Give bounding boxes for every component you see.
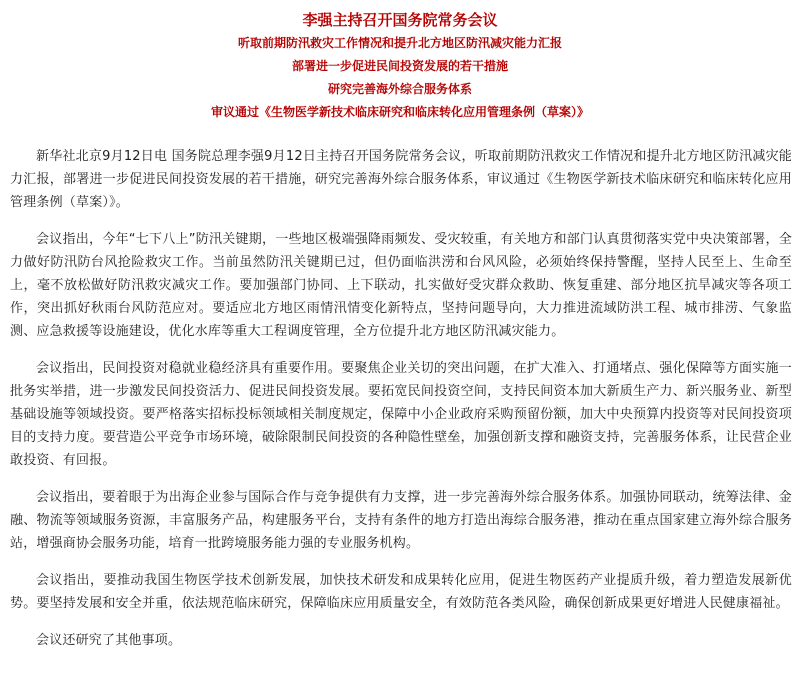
subtitle-overseas-service: 研究完善海外综合服务体系 <box>327 82 472 96</box>
article-body <box>10 145 792 652</box>
paragraph-overseas-service: 会议指出，要着眼于为出海企业参与国际合作与竞争提供有力支撑，进一步完善海外综合服务体系。加强协同联动，统筹法律、金融、物流等领域服务资源，丰富服务产品，构建服务平台，支持有条件的地方打造出海综合服务港，推动在重点国家建立海外综合服务站，增强商协会服务功能，培育一批跨境服务能力强的专业服务机构。 <box>10 490 792 551</box>
paragraph-biomedical: 会议指出，要推动我国生物医学技术创新发展，加快技术研发和成果转化应用，促进生物医药产业提质升级，着力塑造发展新优势。要坚持发展和安全并重，依法规范临床研究，保障临床应用质量安全，有效防范各类风险，确保创新成果更好增进人民健康福祉。 <box>10 573 792 611</box>
subtitle-private-investment: 部署进一步促进民间投资发展的若干措施 <box>291 59 508 73</box>
article-title: 李强主持召开国务院常务会议 <box>302 11 498 29</box>
subtitle-biomedical-regulation: 审议通过《生物医学新技术临床研究和临床转化应用管理条例（草案）》 <box>210 105 589 119</box>
subtitle-flood-report: 听取前期防汛救灾工作情况和提升北方地区防汛减灾能力汇报 <box>237 36 562 50</box>
headline-block <box>0 8 800 124</box>
paragraph-flood-control: 会议指出，今年“七下八上”防汛关键期，一些地区极端强降雨频发、受灾较重，有关地方和部门认真贯彻落实党中央决策部署，全力做好防汛防台风抢险救灾工作。当前虽然防汛关键期已过，但仍面临洪涝和台风风险，必须始终保持警醒，坚持人民至上、生命至上，毫不放松做好防汛救灾减灾工作。要加强部门协同、上下联动，扎实做好受灾群众救助、恢复重建、部分地区抗旱减灾等各项工作，突出抓好秋雨台风防范应对。要适应北方地区雨情汛情变化新特点，坚持问题导向，大力推进流域防洪工程、城市排涝、气象监测、应急救援等设施建设，优化水库等重大工程调度管理，全方位提升北方地区防汛减灾能力。 <box>10 232 792 339</box>
paragraph-lead: 新华社北京9月12日电 国务院总理李强9月12日主持召开国务院常务会议，听取前期防汛救灾工作情况和提升北方地区防汛减灾能力汇报，部署进一步促进民间投资发展的若干措施，研究完善海外综合服务体系，审议通过《生物医学新技术临床研究和临床转化应用管理条例（草案）》。 <box>10 149 792 210</box>
paragraph-private-investment: 会议指出，民间投资对稳就业稳经济具有重要作用。要聚焦企业关切的突出问题，在扩大准入、打通堵点、强化保障等方面实施一批务实举措，进一步激发民间投资活力、促进民间投资发展。要拓宽民间投资空间，支持民间资本加大新质生产力、新兴服务业、新型基础设施等领域投资。要严格落实招标投标领域相关制度规定，保障中小企业政府采购预留份额，加大中央预算内投资等对民间投资项目的支持力度。要营造公平竞争市场环境，破除限制民间投资的各种隐性壁垒，加强创新支撑和融资支持，完善服务体系，让民营企业敢投资、有回报。 <box>10 361 792 468</box>
paragraph-other-matters: 会议还研究了其他事项。 <box>36 633 182 648</box>
